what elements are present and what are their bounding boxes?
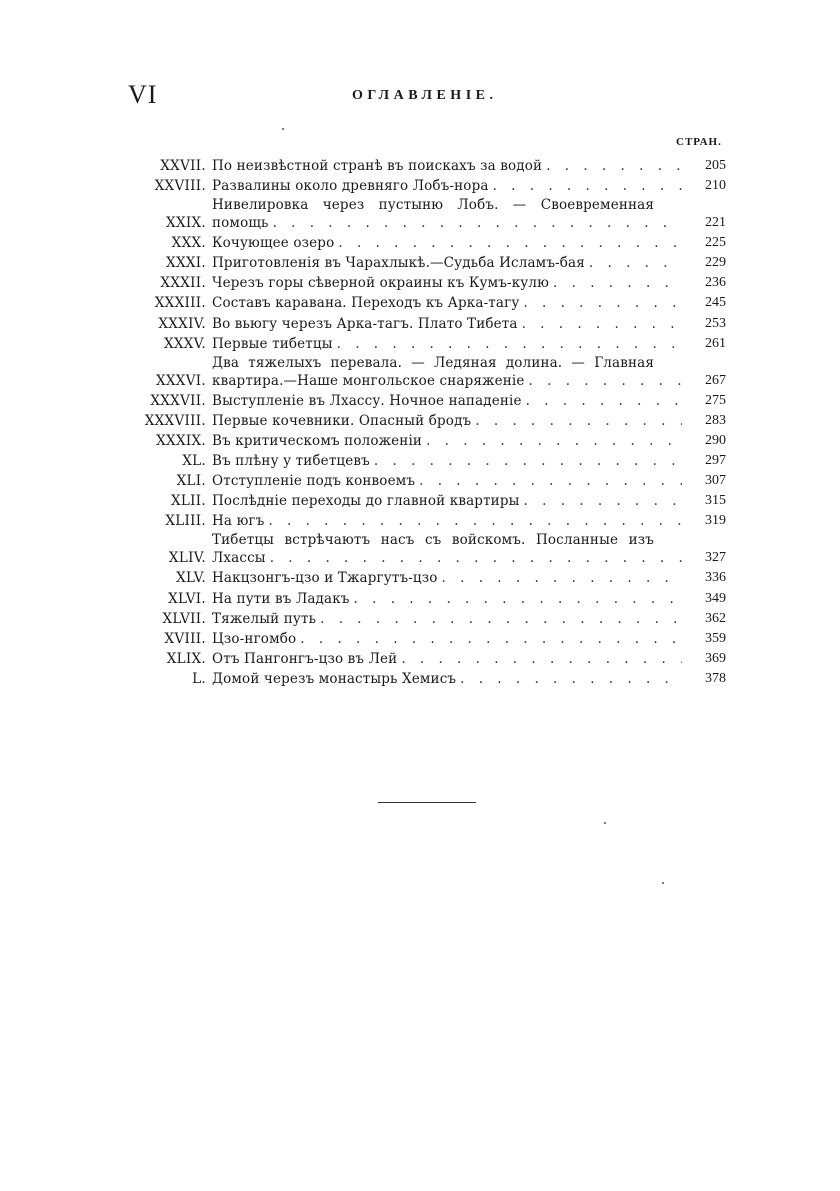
page-ref: 349 [705, 590, 726, 606]
section-divider [378, 802, 476, 803]
dot-leader [300, 629, 682, 649]
page-ref: 369 [705, 650, 726, 666]
page-ref: 253 [705, 315, 726, 331]
chapter-title: Въ плѣну у тибетцевъ [212, 453, 370, 470]
toc-row [100, 233, 726, 253]
toc-row [100, 273, 726, 293]
print-speck [604, 822, 606, 824]
chapter-title-cell [212, 233, 682, 253]
dot-leader [442, 568, 682, 588]
dot-leader [493, 176, 682, 196]
chapter-number: XLIII. [165, 513, 206, 530]
chapter-title-line-1: Тибетцы встрѣчаютъ насъ съ войскомъ. Посланные изъ [212, 532, 654, 549]
dot-leader [419, 471, 682, 491]
chapter-title-cell [212, 609, 682, 629]
chapter-title: Черезъ горы сѣверной окраины къ Кумъ-кулю [212, 275, 550, 292]
toc-row [100, 411, 726, 431]
chapter-title-cell [212, 669, 682, 689]
toc-row [100, 669, 726, 689]
page-ref: 327 [705, 550, 726, 566]
dot-leader [337, 334, 682, 354]
toc-row [100, 293, 726, 313]
page-ref: 336 [705, 570, 726, 586]
toc-row [100, 629, 726, 649]
toc-row [100, 609, 726, 629]
chapter-number: XXXI. [166, 255, 206, 272]
page-ref: 378 [705, 670, 726, 686]
page-ref: 315 [705, 493, 726, 509]
chapter-title-cell [212, 176, 682, 196]
chapter-title-cell [212, 293, 682, 313]
chapter-title: Во вьюгу черезъ Арка-тагъ. Плато Тибета [212, 315, 518, 332]
chapter-number: XL. [182, 453, 206, 470]
page-ref: 267 [705, 372, 726, 388]
chapter-number: XXIX. [166, 215, 206, 232]
chapter-title-cell [212, 354, 682, 390]
toc-row [100, 314, 726, 334]
chapter-number: XLIV. [168, 550, 206, 567]
print-speck [662, 882, 664, 884]
page-heading: ОГЛАВЛЕНІЕ. [352, 88, 498, 103]
chapter-title-cell [212, 196, 682, 232]
toc-row [100, 391, 726, 411]
chapter-title: Тяжелый путь [212, 610, 317, 627]
chapter-number: XXXVII. [150, 392, 206, 409]
page-ref: 261 [705, 335, 726, 351]
dot-leader [426, 431, 682, 451]
dot-leader [354, 589, 682, 609]
chapter-number: XLIX. [166, 650, 206, 667]
toc-row [100, 491, 726, 511]
chapter-title-cell [212, 334, 682, 354]
chapter-title: Выступленіе въ Лхассу. Ночное нападеніе [212, 392, 522, 409]
toc-row [100, 511, 726, 531]
dot-leader [526, 391, 682, 411]
dot-leader [460, 669, 682, 689]
chapter-title: Лхассы [212, 550, 266, 567]
toc-row [100, 334, 726, 354]
chapter-title: Отступленіе подъ конвоемъ [212, 473, 416, 490]
dot-leader [475, 411, 682, 431]
chapter-title: Приготовленія въ Чарахлыкѣ.—Судьба Исламъ-бая [212, 255, 585, 272]
chapter-number: XXXV. [163, 335, 206, 352]
chapter-title-cell [212, 431, 682, 451]
chapter-title-cell [212, 491, 682, 511]
chapter-title-cell [212, 391, 682, 411]
dot-leader [529, 372, 682, 390]
chapter-title: По неизвѣстной странѣ въ поискахъ за водой [212, 158, 543, 174]
chapter-number: XXVIII. [154, 178, 206, 195]
dot-leader [320, 609, 682, 629]
chapter-number: XLI. [176, 473, 206, 490]
chapter-title: Развалины около древняго Лобъ-нора [212, 178, 489, 195]
chapter-title: Кочующее озеро [212, 235, 335, 252]
toc-row [100, 431, 726, 451]
page-ref: 236 [705, 275, 726, 291]
toc-row [100, 451, 726, 471]
dot-leader [273, 214, 682, 232]
page-ref: 307 [705, 473, 726, 489]
toc-row [100, 253, 726, 273]
page-ref: 205 [705, 158, 726, 173]
chapter-title-cell [212, 156, 682, 176]
toc-row [100, 568, 726, 588]
chapter-title: Домой черезъ монастырь Хемисъ [212, 670, 457, 687]
chapter-number: XXXIX. [156, 432, 206, 449]
page-ref: 319 [705, 513, 726, 529]
chapter-title-line-1: Нивелировка через пустыню Лобъ. — Своевременная [212, 197, 654, 214]
chapter-title: Первые тибетцы [212, 335, 333, 352]
page-ref: 221 [705, 215, 726, 231]
chapter-title-cell [212, 253, 682, 273]
chapter-title: Цзо-нгомбо [212, 630, 297, 647]
chapter-title: Накцзонгъ-цзо и Тжаргутъ-цзо [212, 570, 438, 587]
table-of-contents [100, 156, 726, 689]
chapter-title: квартира.—Наше монгольское снаряженіе [212, 372, 525, 389]
chapter-number: XVIII. [164, 630, 206, 647]
page-ref: 283 [705, 412, 726, 428]
dot-leader [338, 233, 682, 253]
dot-leader [401, 649, 682, 669]
chapter-number: XXXII. [160, 275, 206, 292]
page-ref: 297 [705, 453, 726, 469]
dot-leader [270, 549, 682, 567]
chapter-title-cell [212, 589, 682, 609]
chapter-title: Составъ каравана. Переходъ къ Арка-тагу [212, 295, 520, 312]
chapter-title-line-1: Два тяжелыхъ перевала. — Ледяная долина. — Главная [212, 354, 654, 371]
toc-row [100, 649, 726, 669]
chapter-title-cell [212, 649, 682, 669]
dot-leader [589, 253, 682, 273]
page-ref: 225 [705, 235, 726, 251]
chapter-title-cell [212, 273, 682, 293]
page-ref: 359 [705, 630, 726, 646]
page-ref: 275 [705, 392, 726, 408]
chapter-title-cell [212, 411, 682, 431]
toc-row [100, 589, 726, 609]
chapter-title: помощь [212, 215, 269, 232]
toc-row [100, 156, 726, 176]
chapter-title: На пути въ Ладакъ [212, 590, 350, 607]
chapter-number: L. [192, 670, 206, 687]
page-column-header: СТРАН. [676, 136, 722, 148]
chapter-number: XLV. [176, 570, 206, 587]
dot-leader [524, 491, 682, 511]
chapter-number: XXXIV. [158, 315, 206, 332]
dot-leader [522, 314, 682, 334]
dot-leader [523, 293, 682, 313]
dot-leader [374, 451, 682, 471]
chapter-title: Первые кочевники. Опасный бродъ [212, 412, 472, 429]
chapter-title: Въ критическомъ положеніи [212, 432, 423, 449]
page-ref: 362 [705, 610, 726, 626]
chapter-title-cell [212, 531, 682, 567]
toc-row [100, 354, 726, 391]
chapter-number: XXXVI. [155, 372, 206, 389]
chapter-title-cell [212, 471, 682, 491]
toc-row [100, 196, 726, 233]
chapter-title: Послѣдніе переходы до главной квартиры [212, 493, 520, 510]
chapter-title-cell [212, 314, 682, 334]
toc-row [100, 531, 726, 568]
toc-row [100, 176, 726, 196]
chapter-title-cell [212, 451, 682, 471]
dot-leader [546, 156, 682, 176]
chapter-number: XXVII. [160, 158, 206, 174]
chapter-number: XLVI. [168, 590, 206, 607]
page-number: VI [128, 80, 158, 109]
page-ref: 290 [705, 432, 726, 448]
chapter-number: XLII. [170, 493, 206, 510]
chapter-number: XLVII. [162, 610, 206, 627]
dot-leader [553, 273, 682, 293]
chapter-number: XXXVIII. [144, 412, 206, 429]
page-ref: 245 [705, 295, 726, 311]
chapter-number: XXX. [171, 235, 206, 252]
page-ref: 210 [705, 178, 726, 194]
chapter-title-cell [212, 629, 682, 649]
chapter-title: Отъ Пангонгъ-цзо въ Лей [212, 650, 398, 667]
toc-row [100, 471, 726, 491]
print-speck [282, 128, 284, 130]
dot-leader [268, 511, 682, 531]
chapter-title-cell [212, 568, 682, 588]
page-ref: 229 [705, 255, 726, 271]
chapter-number: XXXIII. [154, 295, 206, 312]
chapter-title-cell [212, 511, 682, 531]
chapter-title: На югъ [212, 513, 265, 530]
